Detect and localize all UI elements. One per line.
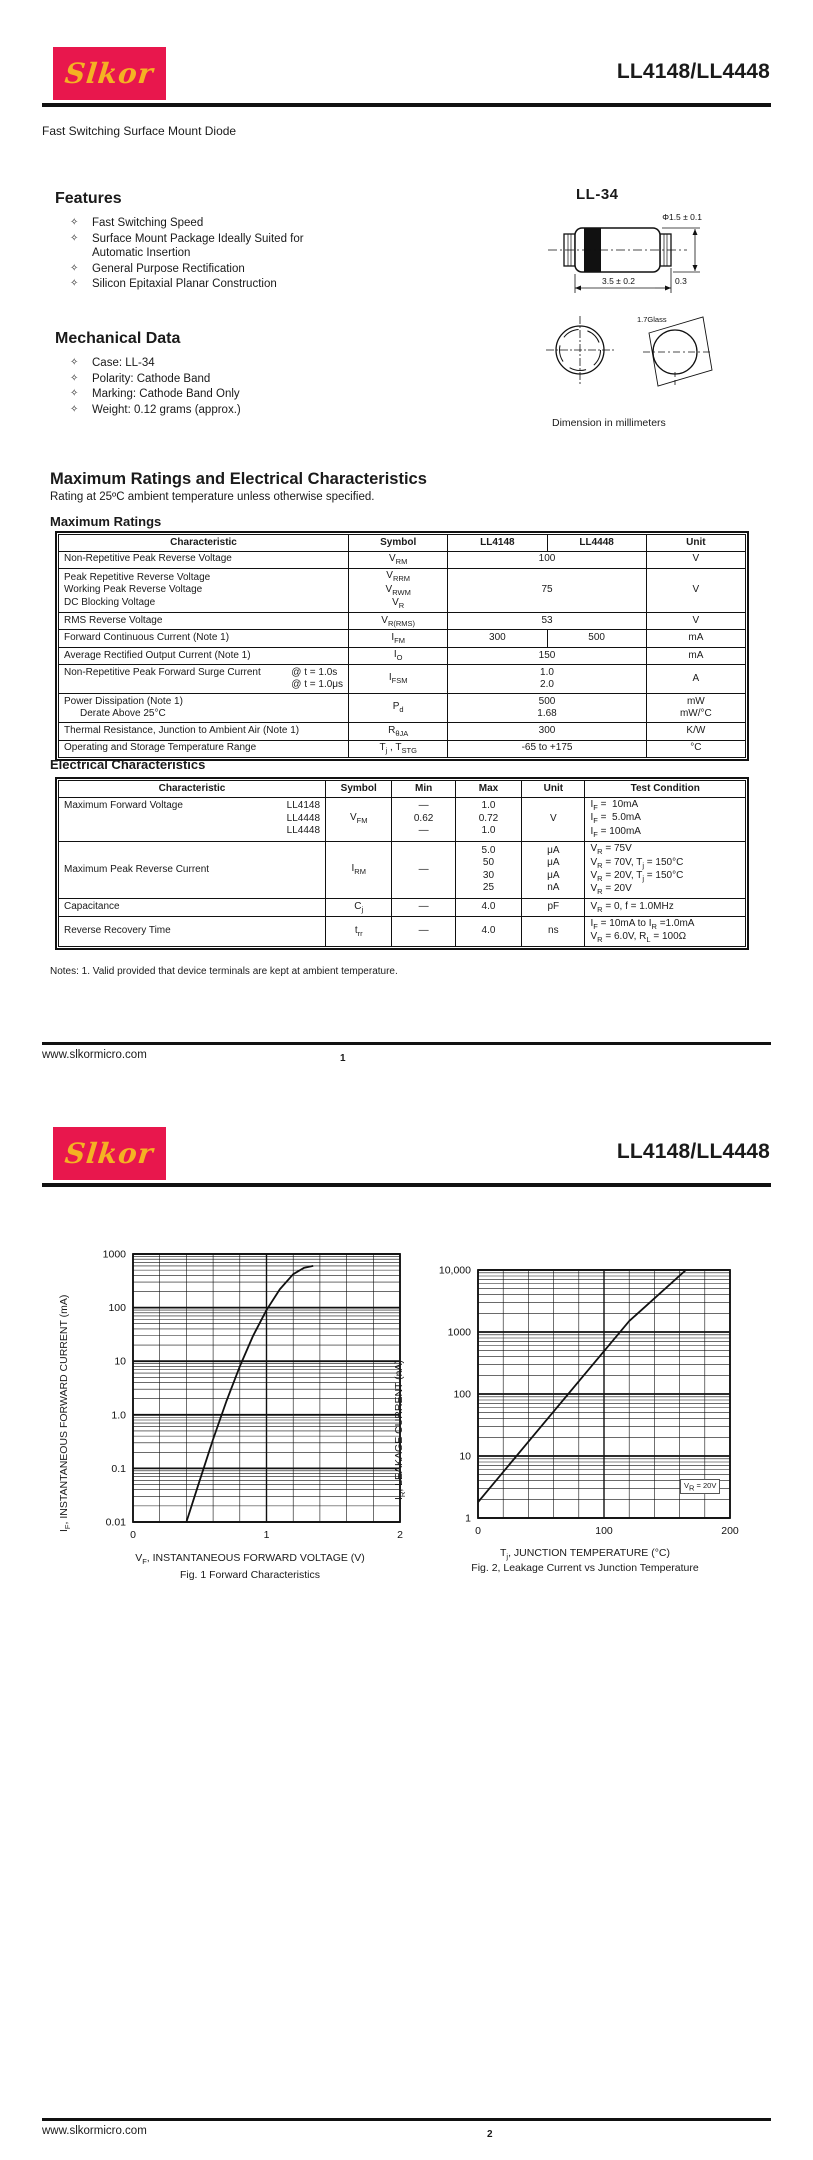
max-ratings-table [55, 531, 749, 761]
column-header: Max [455, 781, 521, 798]
fig2-annotation: $V_R = 20V$ [680, 1479, 720, 1494]
table-cell: K/W [646, 723, 745, 740]
y-tick-label: 100 [108, 1302, 126, 1315]
table-cell: mA [646, 647, 745, 664]
ratings-title: Maximum Ratings and Electrical Characteristics [50, 470, 427, 488]
table-cell: 53 [448, 613, 646, 630]
fig2-y-axis-label: $I_R$, LEAKAGE CURRENT (nA) [393, 1359, 408, 1500]
table-cell: 500 [547, 630, 646, 647]
brand-logo [53, 47, 166, 100]
ratings-heading [50, 470, 427, 503]
table-row [59, 740, 746, 757]
dimension-note: Dimension in millimeters [552, 417, 666, 429]
y-tick-label: 1000 [447, 1326, 471, 1339]
table-cell: 100 [448, 551, 646, 568]
footer-url[interactable]: www.slkormicro.com [42, 1049, 147, 1061]
glass-label: 1.7Glass [637, 315, 667, 324]
table-cell: A [646, 665, 745, 694]
brand-logo-text: Slkor [63, 57, 156, 90]
table-cell: $V_{R(RMS)}$ [349, 613, 448, 630]
table-cell: 300 [448, 630, 547, 647]
table-cell: 300 [448, 723, 646, 740]
table-cell: $I_{RM}$ [326, 841, 392, 899]
table-row [59, 797, 746, 841]
page-number: 2 [487, 2129, 493, 2140]
bullet-icon: ✧ [70, 372, 79, 384]
mechanical-text: Polarity: Cathode Band [92, 372, 211, 385]
table-cell: $V_{RRM}$ $V_{RWM}$ $V_R$ [349, 568, 448, 612]
bullet-icon: ✧ [70, 278, 79, 289]
table-row [59, 899, 746, 916]
max-ratings-title: Maximum Ratings [50, 514, 162, 529]
feature-text: General Purpose Rectification [92, 262, 245, 275]
package-name: LL-34 [576, 186, 619, 203]
x-tick-label: 100 [595, 1525, 613, 1537]
footer-rule [42, 1042, 771, 1045]
table-cell: Capacitance [59, 899, 326, 916]
table-cell: V [646, 568, 745, 612]
part-number-title: LL4148/LL4448 [616, 1140, 770, 1163]
table-cell: $I_{FM}$ [349, 630, 448, 647]
feature-item [55, 232, 365, 261]
table-cell: Forward Continuous Current (Note 1) [59, 630, 349, 647]
x-tick-label: 0 [475, 1525, 481, 1537]
feature-text: Silicon Epitaxial Planar Construction [92, 278, 277, 290]
fig2-x-axis-label: $T_j$, JUNCTION TEMPERATURE (°C) [500, 1547, 670, 1562]
table-cell: Non-Repetitive Peak Forward Surge Current @ t = 1.0s @ t = 1.0μs [59, 665, 349, 694]
mechanical-item [55, 387, 365, 402]
table-cell: V [646, 613, 745, 630]
table-header-row [59, 781, 746, 798]
table-cell: Power Dissipation (Note 1) Derate Above 25°C [59, 694, 349, 723]
ratings-note: Rating at 25ºC ambient temperature unless otherwise specified. [50, 491, 375, 503]
table-cell: $C_j$ [326, 899, 392, 916]
table-cell: Peak Repetitive Reverse Voltage Working Peak Reverse Voltage DC Blocking Voltage [59, 568, 349, 612]
dim-lead-label: 0.3 [675, 276, 687, 286]
table-cell: Non-Repetitive Peak Reverse Voltage [59, 551, 349, 568]
column-header: Min [392, 781, 455, 798]
bullet-icon: ✧ [70, 262, 79, 274]
fig1-x-axis-label: $V_F$, INSTANTANEOUS FORWARD VOLTAGE (V) [135, 1552, 365, 1567]
table-cell: Thermal Resistance, Junction to Ambient Air (Note 1) [59, 723, 349, 740]
table-header-row [59, 535, 746, 552]
table-cell: 75 [448, 568, 646, 612]
table-cell: — [392, 916, 455, 947]
fig1-forward-characteristics-chart [85, 1245, 415, 1555]
column-header: Characteristic [59, 535, 349, 552]
y-tick-label: 10 [114, 1355, 126, 1368]
electrical-characteristics-table [55, 777, 749, 950]
feature-text: Surface Mount Package Ideally Suited for Automatic Insertion [92, 232, 304, 259]
table-cell: — [392, 841, 455, 899]
y-tick-label: 10 [459, 1450, 471, 1463]
table-cell: $I_O$ [349, 647, 448, 664]
column-header: LL4448 [547, 535, 646, 552]
mechanical-text: Marking: Cathode Band Only [92, 388, 240, 400]
table-row [59, 647, 746, 664]
mechanical-text: Case: LL-34 [92, 357, 155, 369]
part-number-title: LL4148/LL4448 [616, 60, 770, 83]
table-cell: $V_{RM}$ [349, 551, 448, 568]
table-cell: $t_{rr}$ [326, 916, 392, 947]
header-rule [42, 103, 771, 107]
feature-item [55, 277, 365, 292]
x-tick-label: 1 [263, 1529, 270, 1541]
table-cell: mA [646, 630, 745, 647]
table-cell: ns [522, 916, 585, 947]
mechanical-item [55, 372, 365, 387]
column-header: Characteristic [59, 781, 326, 798]
footer-rule [42, 2118, 771, 2121]
y-tick-label: 10,000 [438, 1264, 471, 1277]
table-row [59, 841, 746, 899]
table-cell: $T_j$ , $T_{STG}$ [349, 740, 448, 757]
fig1-y-axis-label: $I_F$, INSTANTANEOUS FORWARD CURRENT (mA) [58, 1294, 73, 1532]
table-cell: 1.0 0.72 1.0 [455, 797, 521, 841]
table-row [59, 694, 746, 723]
column-header: Symbol [349, 535, 448, 552]
table-cell: V [646, 551, 745, 568]
table-cell: Maximum Peak Reverse Current [59, 841, 326, 899]
features-title: Features [55, 190, 122, 207]
document-subtitle: Fast Switching Surface Mount Diode [42, 124, 237, 138]
page-2 [0, 1080, 813, 2160]
header-rule [42, 1183, 771, 1187]
mechanical-item [55, 403, 365, 418]
table-cell: 150 [448, 647, 646, 664]
feature-item [55, 262, 365, 277]
table-cell: Reverse Recovery Time [59, 916, 326, 947]
y-tick-label: 0.01 [105, 1516, 126, 1529]
fig1-caption: Fig. 1 Forward Characteristics [179, 1569, 321, 1581]
table-cell: $I_F = 10mA$ $I_F = 5.0mA$ $I_F = 100mA$ [585, 797, 746, 841]
table-cell: pF [522, 899, 585, 916]
mechanical-data-section [55, 330, 365, 418]
mechanical-item [55, 356, 365, 371]
table-row [59, 613, 746, 630]
table-cell: μA μA μA nA [522, 841, 585, 899]
table-cell: 1.0 2.0 [448, 665, 646, 694]
table-cell: -65 to +175 [448, 740, 646, 757]
dim-length-label: 3.5 ± 0.2 [602, 276, 636, 286]
y-tick-label: 1.0 [111, 1409, 126, 1422]
electrical-characteristics-title: Electrical Characteristics [50, 757, 206, 772]
bullet-icon: ✧ [70, 403, 79, 415]
table-row [59, 723, 746, 740]
table-cell: RMS Reverse Voltage [59, 613, 349, 630]
chart-curve [478, 1270, 686, 1502]
dim-diameter-label: Φ1.5 ± 0.1 [662, 212, 702, 222]
table-cell: Average Rectified Output Current (Note 1) [59, 647, 349, 664]
table-cell: V [522, 797, 585, 841]
table-row [59, 665, 746, 694]
table-cell: $I_F = 10mA$ to $I_R =1.0mA$ $V_R = 6.0V$, $R_L = 100\Omega$ [585, 916, 746, 947]
table-cell: $P_d$ [349, 694, 448, 723]
column-header: Unit [522, 781, 585, 798]
table-cell: 4.0 [455, 899, 521, 916]
x-tick-label: 0 [130, 1529, 136, 1541]
fig2-caption: Fig. 2, Leakage Current vs Junction Temperature [471, 1562, 699, 1574]
column-header: Symbol [326, 781, 392, 798]
column-header: Unit [646, 535, 745, 552]
mechanical-data-title: Mechanical Data [55, 330, 181, 347]
y-tick-label: 1000 [102, 1248, 126, 1261]
brand-logo-text: Slkor [63, 1137, 156, 1170]
bullet-icon: ✧ [70, 357, 79, 368]
x-tick-label: 200 [721, 1525, 739, 1537]
table-cell: $V_R = 75V$ $V_R = 70V$, $T_j = 150^\circ C$ $V_R = 20V$, $T_j = 150^\circ C$ $V_R = 20V$ [585, 841, 746, 899]
brand-logo [53, 1127, 166, 1180]
table-cell: mW mW/°C [646, 694, 745, 723]
page-number: 1 [340, 1053, 346, 1064]
column-header: LL4148 [448, 535, 547, 552]
table-cell: — 0.62 — [392, 797, 455, 841]
table-cell: Operating and Storage Temperature Range [59, 740, 349, 757]
table-cell: 500 1.68 [448, 694, 646, 723]
bullet-icon: ✧ [70, 388, 79, 399]
features-section [55, 190, 365, 293]
fig2-leakage-current-chart [420, 1255, 750, 1555]
table-cell: $V_{FM}$ [326, 797, 392, 841]
data-table [58, 534, 746, 758]
chart-curve [186, 1266, 313, 1522]
bullet-icon: ✧ [70, 232, 79, 244]
table-notes: Notes: 1. Valid provided that device terminals are kept at ambient temperature. [50, 966, 398, 977]
table-row [59, 568, 746, 612]
table-row [59, 916, 746, 947]
column-header: Test Condition [585, 781, 746, 798]
y-tick-label: 100 [453, 1388, 471, 1401]
feature-item [55, 216, 365, 231]
table-cell: 4.0 [455, 916, 521, 947]
table-cell: 5.0 50 30 25 [455, 841, 521, 899]
mechanical-text: Weight: 0.12 grams (approx.) [92, 403, 241, 416]
y-tick-label: 1 [465, 1512, 471, 1525]
table-row [59, 551, 746, 568]
footer-url[interactable]: www.slkormicro.com [42, 2125, 147, 2137]
y-tick-label: 0.1 [111, 1462, 126, 1475]
table-cell: Maximum Forward Voltage LL4148 LL4448 LL4448 [59, 797, 326, 841]
table-row [59, 630, 746, 647]
package-outline-drawing [540, 200, 790, 415]
table-cell: — [392, 899, 455, 916]
table-cell: $V_R = 0$, f = 1.0MHz [585, 899, 746, 916]
table-cell: $R_{\theta JA}$ [349, 723, 448, 740]
x-tick-label: 2 [397, 1529, 403, 1541]
bullet-icon: ✧ [70, 217, 79, 228]
data-table [58, 780, 746, 947]
feature-text: Fast Switching Speed [92, 217, 204, 229]
table-cell: °C [646, 740, 745, 757]
table-cell: $I_{FSM}$ [349, 665, 448, 694]
